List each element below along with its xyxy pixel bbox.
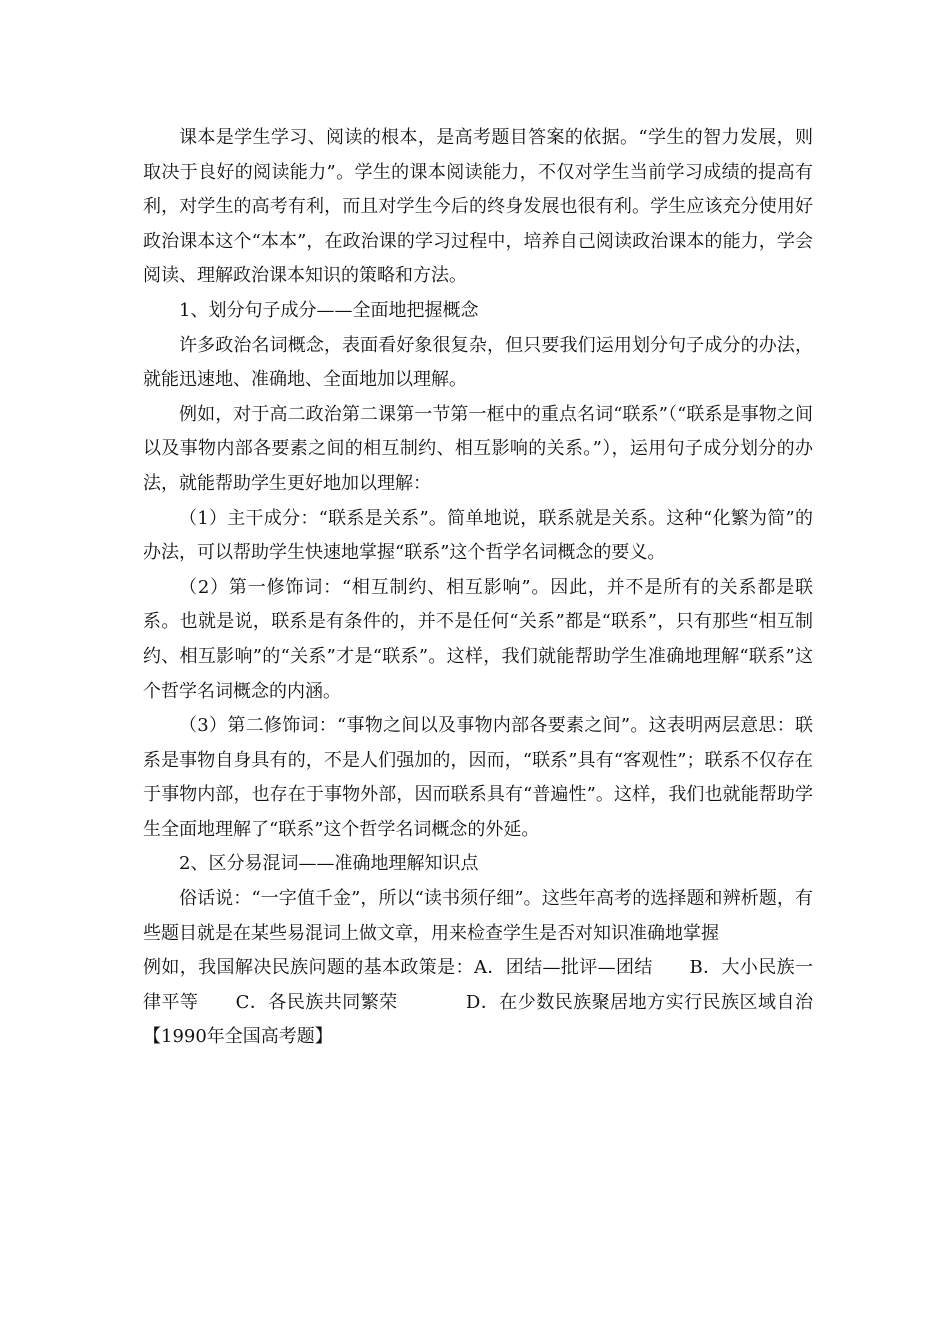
question-source: 【1990年全国高考题】 xyxy=(143,1026,333,1048)
body-paragraph: （1）主干成分：“联系是关系”。简单地说，联系就是关系。这种“化繁为简”的办法，可以帮助学生快速地掌握“联系”这个哲学名词概念的要义。 xyxy=(143,507,813,564)
intro-paragraph: 课本是学生学习、阅读的根本，是高考题目答案的依据。“学生的智力发展，则取决于良好的阅读能力”。学生的课本阅读能力，不仅对学生当前学习成绩的提高有利，对学生的高考有利，而且对学生今后的终身发展也很有利。学生应该充分使用好政治课本这个“本本”，在政治课的学习过程中，培养自己阅读政治课本的能力，学会阅读、理解政治课本知识的策略和方法。 xyxy=(143,127,813,287)
option-b: B．大小民族一律平等 xyxy=(143,957,814,1013)
body-paragraph: （2）第一修饰词：“相互制约、相互影响”。因此，并不是所有的关系都是联系。也就是说，联系是有条件的，并不是任何“关系”都是“联系”，只有那些“相互制约、相互影响”的“关系”才是“联系”。这样，我们就能帮助学生准确地理解“联系”这个哲学名词概念的内涵。 xyxy=(143,576,813,702)
option-a: A．团结—批评—团结 xyxy=(473,957,653,979)
question-paragraph xyxy=(143,951,813,1055)
option-d: D．在少数民族聚居地方实行民族区域自治 xyxy=(465,991,813,1013)
question-stem: 例如，我国解决民族问题的基本政策是： xyxy=(143,957,474,979)
body-paragraph: 例如，对于高二政治第二课第一节第一框中的重点名词“联系”（“联系是事物之间以及事物内部各要素之间的相互制约、相互影响的关系。”），运用句子成分划分的办法，就能帮助学生更好地加以理解： xyxy=(143,403,813,494)
option-c: C．各民族共同繁荣 xyxy=(235,991,398,1013)
section-heading-1: 1、划分句子成分——全面地把握概念 xyxy=(179,299,479,321)
section-heading-2: 2、区分易混词——准确地理解知识点 xyxy=(179,853,479,875)
body-paragraph: （3）第二修饰词：“事物之间以及事物内部各要素之间”。这表明两层意思：联系是事物自身具有的，不是人们强加的，因而，“联系”具有“客观性”；联系不仅存在于事物内部，也存在于事物外部，因而联系具有“普遍性”。这样，我们也就能帮助学生全面地理解了“联系”这个哲学名词概念的外延。 xyxy=(143,715,813,840)
body-paragraph: 许多政治名词概念，表面看好象很复杂，但只要我们运用划分句子成分的办法，就能迅速地、准确地、全面地加以理解。 xyxy=(143,334,813,391)
body-paragraph: 俗话说：“一字值千金”，所以“读书须仔细”。这些年高考的选择题和辨析题，有些题目就是在某些易混词上做文章，用来检查学生是否对知识准确地掌握 xyxy=(143,888,813,944)
document-body xyxy=(143,121,813,1055)
